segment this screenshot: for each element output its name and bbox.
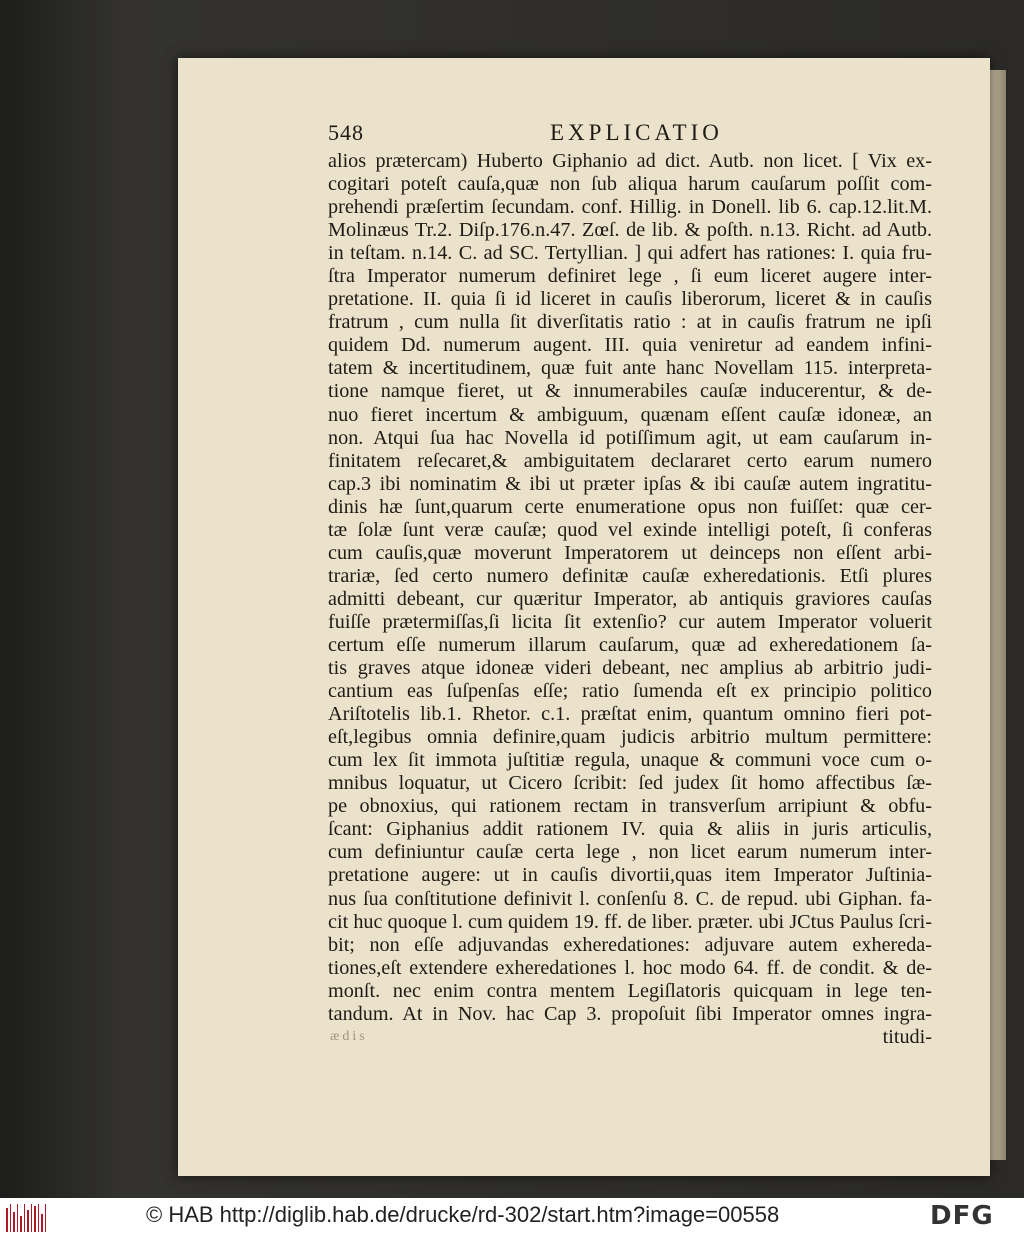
text-line: cit huc quoque l. cum quidem 19. ff. de liber. præter. ubi JCtus Paulus ſcri- [328,910,932,933]
text-line: titudi- [882,1025,932,1048]
text-line: tiones,eſt extendere exheredationes l. hoc modo 64. ff. de condit. & de- [328,956,932,979]
text-line: non. Atqui ſua hac Novella id potiſſimum agit, ut eam cauſarum in- [328,426,932,449]
text-line: trariæ, ſed certo numero definitæ cauſæ exheredationis. Etſi plures [328,564,932,587]
text-line: monſt. nec enim contra mentem Legiſlatoris quicquam in lege ten- [328,979,932,1002]
text-line: pe obnoxius, qui rationem rectam in transverſum arripiunt & obfu- [328,795,932,818]
text-line: fuiſſe prætermiſſas,ſi licita ſit extenſio? cur autem Imperator voluerit [328,610,932,633]
text-line: certum eſſe numerum illarum cauſarum, quæ ad exheredationem ſa- [328,633,932,656]
text-line: tis graves atque idoneæ videri debeant, nec amplius ab arbitrio judi- [328,657,932,680]
text-line: quidem Dd. numerum augent. III. quia veniretur ad eandem infini- [328,334,932,357]
page-number: 548 [328,120,364,145]
dfg-logo: DFG [930,1201,994,1231]
text-line: fratrum , cum nulla ſit diverſitatis ratio : at in cauſis fratrum ne ipſi [328,311,932,334]
text-line: dinis hæ ſunt,quarum certe enumeratione opus non fuiſſet: quæ cer- [328,495,932,518]
text-line: admitti debeant, cur quæritur Imperator, ab antiquis graviores cauſas [328,587,932,610]
text-line: ſtra Imperator numerum definiret lege , ſi eum liceret augere inter- [328,265,932,288]
text-line: cantium eas ſuſpenſas eſſe; ratio ſumenda eſt ex principio politico [328,680,932,703]
viewer-footer [0,1198,1024,1238]
text-line: tatem & incertitudinem, quæ fuit ante hanc Novellam 115. interpreta- [328,357,932,380]
text-line: eſt,legibus omnia definire,quam judicis arbitrio multum permittere: [328,726,932,749]
text-line: tandum. At in Nov. hac Cap 3. propoſuit ſibi Imperator omnes ingra- [328,1002,932,1025]
text-line: pretatione. II. quia ſi id liceret in cauſis liberorum, liceret & in cauſis [328,288,932,311]
text-line: in teſtam. n.14. C. ad SC. Tertyllian. ] qui adfert has rationes: I. quia fru- [328,242,932,265]
copyright-url[interactable]: © HAB http://diglib.hab.de/drucke/rd-302/start.htm?image=00558 [146,1202,780,1227]
text-line: cum definiuntur cauſæ certa lege , non licet earum numerum inter- [328,841,932,864]
text-line: tione namque fieret, ut & innumerabiles cauſæ inducerentur, & de- [328,380,932,403]
text-line: Ariſtotelis lib.1. Rhetor. c.1. præſtat enim, quantum omnino fieri pot- [328,703,932,726]
text-line: ſcant: Giphanius addit rationem IV. quia & aliis in juris articulis, [328,818,932,841]
text-line: bit; non eſſe adjuvandas exheredationes: adjuvare autem exhereda- [328,933,932,956]
text-line: prehendi præſertim ſecundam. conf. Hillig. in Donell. lib 6. cap.12.lit.M. [328,196,932,219]
text-line: tæ ſolæ ſunt veræ cauſæ; quod vel exinde intelligi poteſt, ſi conferas [328,518,932,541]
barcode-logo-icon [6,1204,46,1232]
page-header [328,120,928,150]
text-line: cum lex ſit immota juſtitiæ regula, unaque & communi voce cum o- [328,749,932,772]
text-line: cogitari poteſt cauſa,quæ non ſub aliqua harum cauſarum poſſit com- [328,173,932,196]
show-through-text: ædis [330,1029,368,1044]
text-line: cap.3 ibi nominatim & ibi ut præter ipſas & ibi cauſæ autem ingratitu- [328,472,932,495]
text-line: alios prætercam) Huberto Giphanio ad dict. Autb. non licet. [ Vix ex- [328,150,932,172]
text-line: mnibus loquatur, ut Cicero ſcribit: ſed judex ſit homo affectibus ſæ- [328,772,932,795]
running-title: EXPLICATIO [550,120,723,145]
page-body-text [328,150,932,1049]
text-line: cum cauſis,quæ moverunt Imperatorem ut deinceps non eſſent arbi- [328,541,932,564]
text-line: pretatione augere: ut in cauſis divortii,quas item Imperator Juſtinia- [328,864,932,887]
text-line: nus ſua conſtitutione definivit l. conſenſu 8. C. de repud. ubi Giphan. fa- [328,887,932,910]
text-line: nuo fieret incertum & ambiguum, quænam eſſent cauſæ idoneæ, an [328,403,932,426]
text-line: finitatem reſecaret,& ambiguitatem declararet certo earum numero [328,449,932,472]
text-line: Molinæus Tr.2. Diſp.176.n.47. Zœſ. de lib. & poſth. n.13. Richt. ad Autb. [328,219,932,242]
